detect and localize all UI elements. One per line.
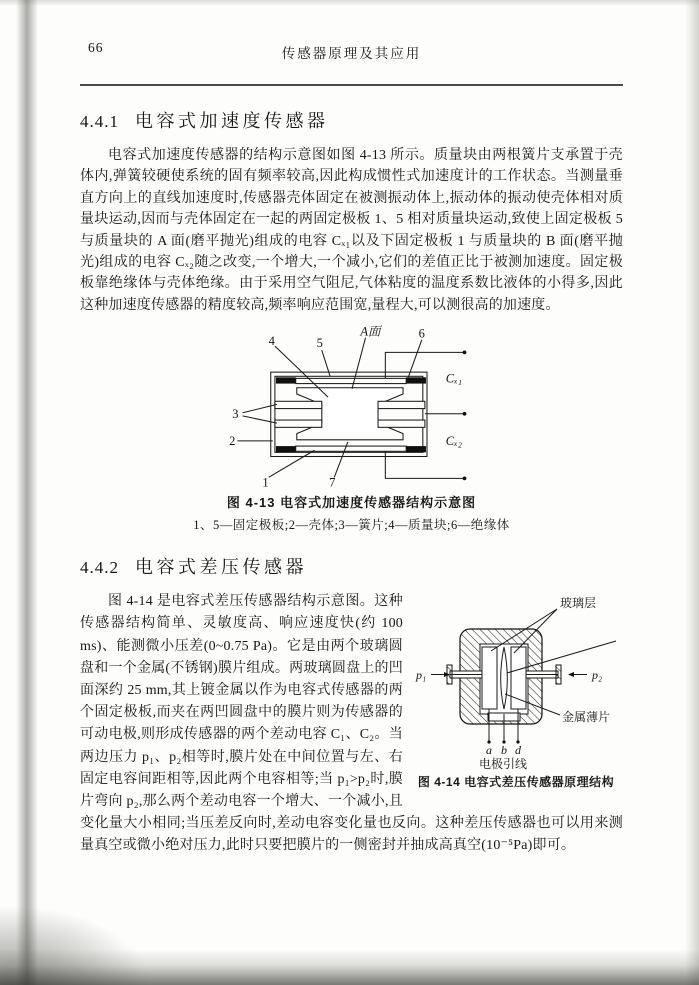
- fig413-label-cx1: Cₓ₁: [445, 371, 462, 386]
- section-442-body: [80, 591, 623, 857]
- figure-4-13-diagram: [227, 324, 477, 489]
- section-title-442: 电容式差压传感器: [135, 557, 307, 578]
- figure-4-13-legend: 1、5—固定极板;2—壳体;3—簧片;4—质量块;6—绝缘体: [193, 518, 510, 533]
- glass-disc-left: [482, 647, 497, 709]
- scan-shadow-bottom: [0, 949, 699, 985]
- page-number: 66: [88, 40, 104, 55]
- fig414-label-lead-b: b: [501, 743, 507, 758]
- glass-disc-right: [511, 647, 526, 709]
- fig413-label-5: 5: [316, 336, 323, 351]
- fig413-label-2: 2: [228, 434, 235, 449]
- running-title: 传感器原理及其应用: [281, 46, 422, 61]
- scan-shadow-right: [685, 0, 699, 985]
- page-content: [80, 40, 623, 858]
- fig414-label-electrode-leads: 电极引线: [478, 757, 528, 772]
- fig413-label-3: 3: [231, 407, 238, 422]
- mass-block: [296, 388, 402, 440]
- fig414-label-lead-a: a: [486, 743, 492, 758]
- page-header: [80, 40, 623, 60]
- fig413-label-6: 6: [418, 327, 425, 341]
- fig414-label-lead-d: d: [515, 743, 521, 758]
- section-title-441: 电容式加速度传感器: [135, 111, 329, 131]
- fig413-label-a-face: A面: [359, 324, 380, 339]
- fig413-label-4: 4: [268, 334, 275, 349]
- paragraph-442: 图 4-14 是电容式差压传感器结构示意图。这种传感器结构简单、灵敏度高、响应速度快(约 100 ms)、能测微小压差(0~0.75 Pa)。它是由两个玻璃圆盘和一个金属(不锈钢)膜片组成。两玻璃圆盘上的凹面深约 25 mm,其上镀金属以作为电容式传感器的两个固定极板,而夹在两凹圆盘中的膜片则为传感器的可动电极,则形成传感器的两个差动电容 C₁、C₂。当两边压力 p₁、p₂相等时,膜片处在中间位置与左、右固定电容间距相等,因此两个电容相等;当 p₁>p₂时,膜片弯向 p₂,那么两个差动电容一个增大、一个减小,且变化量大小相同;当压差反向时,差动电容变化量也反向。这种差压传感器也可以用来测量真空或微小绝对压力,此时只要把膜片的一侧密封并抽成高真空(10⁻⁵Pa)即可。: [80, 594, 623, 854]
- fig413-label-7: 7: [328, 475, 335, 490]
- terminal-wires: [385, 351, 466, 481]
- figure-4-14-diagram: [410, 591, 622, 771]
- section-number-442: 4.4.2: [80, 558, 119, 578]
- fig414-label-p1: p₁: [416, 668, 427, 683]
- fig414-label-metal-sheet: 金属薄片: [562, 710, 611, 725]
- figure-4-13-caption: 图 4-13 电容式加速度传感器结构示意图: [226, 495, 477, 511]
- section-number-441: 4.4.1: [80, 112, 119, 131]
- fig413-label-cx2: Cₓ₂: [445, 434, 462, 449]
- scan-shadow-left: [16, 0, 38, 985]
- figure-4-14: [409, 591, 623, 790]
- figure-4-14-caption: 图 4-14 电容式差压传感器原理结构: [417, 775, 615, 790]
- section-heading-441: [80, 107, 623, 133]
- section-heading-442: [80, 553, 623, 579]
- scan-shadow-top: [0, 0, 699, 6]
- header-rule: [80, 84, 623, 86]
- fig414-label-p2: p₂: [592, 668, 603, 683]
- figure-4-13: [227, 324, 477, 489]
- fig413-label-1: 1: [261, 475, 269, 490]
- paragraph-441: 电容式加速度传感器的结构示意图如图 4-13 所示。质量块由两根簧片支承置于壳体内,弹簧较硬使系统的固有频率较高,因此构成惯性式加速度计的工作状态。当测量垂直方向上的直线加速度时,传感器壳体固定在被测振动体上,振动体的振动使壳体相对质量块运动,因而与壳体固定在一起的两固定极板 1、5 相对质量块运动,致使上固定极板 5 与质量块的 A 面(磨平抛光)组成的电容 Cₓ₁以及下固定极板 1 与质量块的 B 面(磨平抛光)组成的电容 Cₓ₂随之改变,一个增大,一个减小,它们的差值正比于被测加速度。固定极板靠绝缘体与壳体绝缘。由于采用空气阻尼,气体粘度的温度系数比液体的小得多,因此这种加速度传感器的精度较高,频率响应范围宽,量程大,可以测很高的加速度。: [80, 148, 623, 313]
- fig414-label-glass-layer: 玻璃层: [560, 596, 597, 611]
